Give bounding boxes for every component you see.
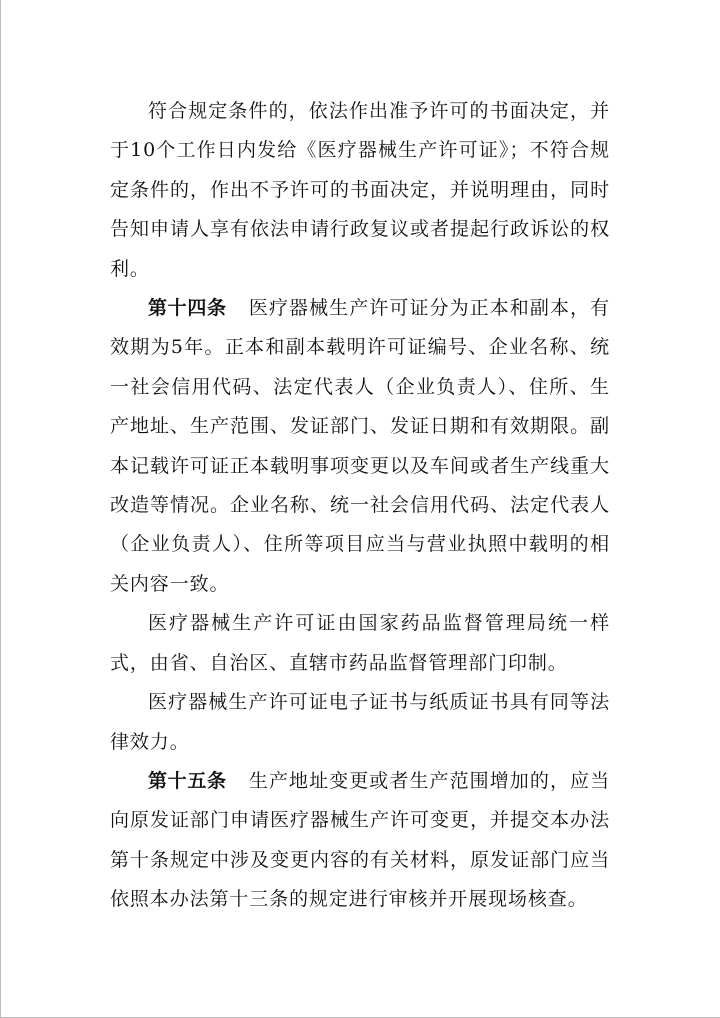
paragraph-license-style (110, 604, 610, 683)
paragraph-electronic-license (110, 683, 610, 762)
article-14-heading: 第十四条 (148, 297, 227, 320)
paragraph-text: 生产地址变更或者生产范围增加的，应当向原发证部门申请医疗器械生产许可变更，并提交本办法第十条规定中涉及变更内容的有关材料，原发证部门应当依照本办法第十三条的规定进行审核并开展现场核查。 (110, 769, 610, 911)
paragraph-text: 符合规定条件的，依法作出准予许可的书面决定，并于10个工作日内发给《医疗器械生产许可证》；不符合规定条件的，作出不予许可的书面决定，并说明理由，同时告知申请人享有依法申请行政复议或者提起行政诉讼的权利。 (110, 100, 610, 280)
paragraph-article-14 (110, 289, 610, 604)
document-body (110, 92, 610, 920)
paragraph-text: 医疗器械生产许可证分为正本和副本，有效期为5年。正本和副本载明许可证编号、企业名称、统一社会信用代码、法定代表人（企业负责人）、住所、生产地址、生产范围、发证部门、发证日期和有效期限。副本记载许可证正本载明事项变更以及车间或者生产线重大改造等情况。企业名称、统一社会信用代码、法定代表人（企业负责人）、住所等项目应当与营业执照中载明的相关内容一致。 (110, 297, 610, 595)
paragraph-approval-decision (110, 92, 610, 289)
paragraph-text: 医疗器械生产许可证由国家药品监督管理局统一样式，由省、自治区、直辖市药品监督管理部门印制。 (110, 612, 610, 674)
paragraph-article-15 (110, 762, 610, 920)
paragraph-text: 医疗器械生产许可证电子证书与纸质证书具有同等法律效力。 (110, 691, 610, 753)
article-15-heading: 第十五条 (148, 769, 227, 792)
